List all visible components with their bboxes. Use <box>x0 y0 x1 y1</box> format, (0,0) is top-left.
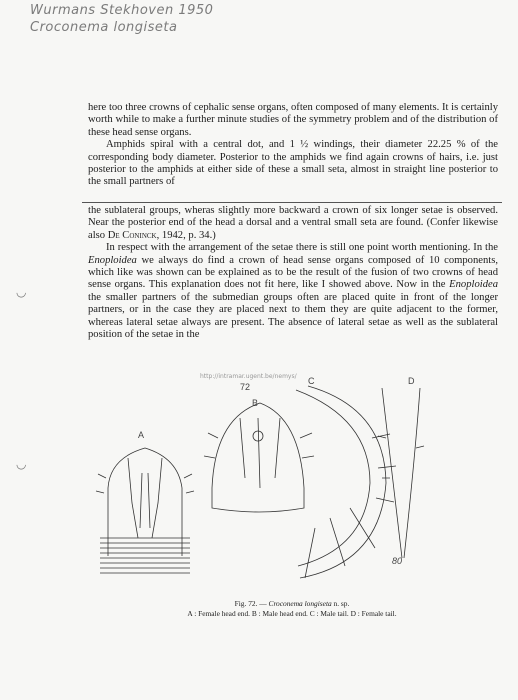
label-a: A <box>138 430 145 440</box>
label-c: C <box>308 376 315 386</box>
divider-line <box>82 202 502 203</box>
watermark-url: http://intramar.ugent.be/nemys/ <box>200 373 297 380</box>
figure-caption <box>90 599 494 619</box>
paragraph-4-text: In respect with the arrangement of the setae there is still one point worth mentioning. In the <box>106 242 498 254</box>
figure-drawings <box>90 378 510 588</box>
paragraph-4-end: the smaller partners of the submedian groups often are placed quite in front of the longer partners, or in the case they are placed next to them they are quite adjacent to the former, whereas lateral setae always are present. The absence of lateral setae as well as the sublateral position of the setae in the <box>88 291 498 341</box>
scale-label: 80 <box>392 556 403 566</box>
caption-legend: A : Female head end. B : Male head end. C : Male tail. D : Female tail. <box>187 609 397 618</box>
paragraph-1: here too three crowns of cephalic sense organs, often composed of many elements. It is certainly worth while to make a further minute studies of the symmetry problem and of the distribution of these head sense organs. <box>88 102 498 138</box>
drawing-d-female-tail <box>378 388 424 558</box>
handwritten-author: Wurmans Stekhoven 1950 <box>30 3 214 18</box>
caption-suffix: n. sp. <box>331 599 350 608</box>
paragraph-3-end: , 1942, p. 34.) <box>156 229 216 241</box>
paragraph-3-text: the sublateral groups, wheras slightly more backward a crown of six longer setae is observed. Near the posterior end of the head a dorsal and a ventral small seta are found. (Confer likewise also <box>88 205 498 241</box>
caption-title <box>90 599 494 609</box>
text-block-upper <box>88 102 498 189</box>
drawing-b-male-head <box>204 403 314 512</box>
label-d: D <box>408 376 415 386</box>
drawing-c-male-tail <box>296 386 396 578</box>
handwritten-species: Croconema longiseta <box>30 20 178 35</box>
label-b: B <box>252 398 259 408</box>
caption-taxon: Croconema longiseta <box>268 599 332 608</box>
drawing-a-female-head <box>96 448 194 573</box>
author-citation: De Coninck <box>107 229 157 241</box>
paragraph-4 <box>88 242 498 341</box>
figure-number-label: 72 <box>240 382 251 392</box>
paragraph-2: Amphids spiral with a central dot, and 1 ½ windings, their diameter 22.25 % of the corresponding body diameter. Posterior to the amphids we find again crowns of hairs, i.e. just posterior to the amphids at either side of these a small seta, almost in straight line posterior to the small partners of <box>88 139 498 188</box>
caption-prefix: Fig. 72. — <box>234 599 269 608</box>
margin-mark: ◡ <box>16 457 27 471</box>
margin-mark: ◡ <box>16 285 27 299</box>
handwritten-reference <box>30 2 213 36</box>
text-block-lower <box>88 205 498 341</box>
figure-72 <box>90 378 510 588</box>
paragraph-4-mid: we always do find a crown of head sense organs composed of 10 components, which like was shown can be explained as to be the result of the fusion of two crowns of head sense organs. This explanation does not fit here, like I showed above. Now in the <box>88 254 498 291</box>
paragraph-3 <box>88 205 498 242</box>
taxon-name: Enoploidea <box>88 254 137 266</box>
taxon-name: Enoploidea <box>449 279 498 291</box>
